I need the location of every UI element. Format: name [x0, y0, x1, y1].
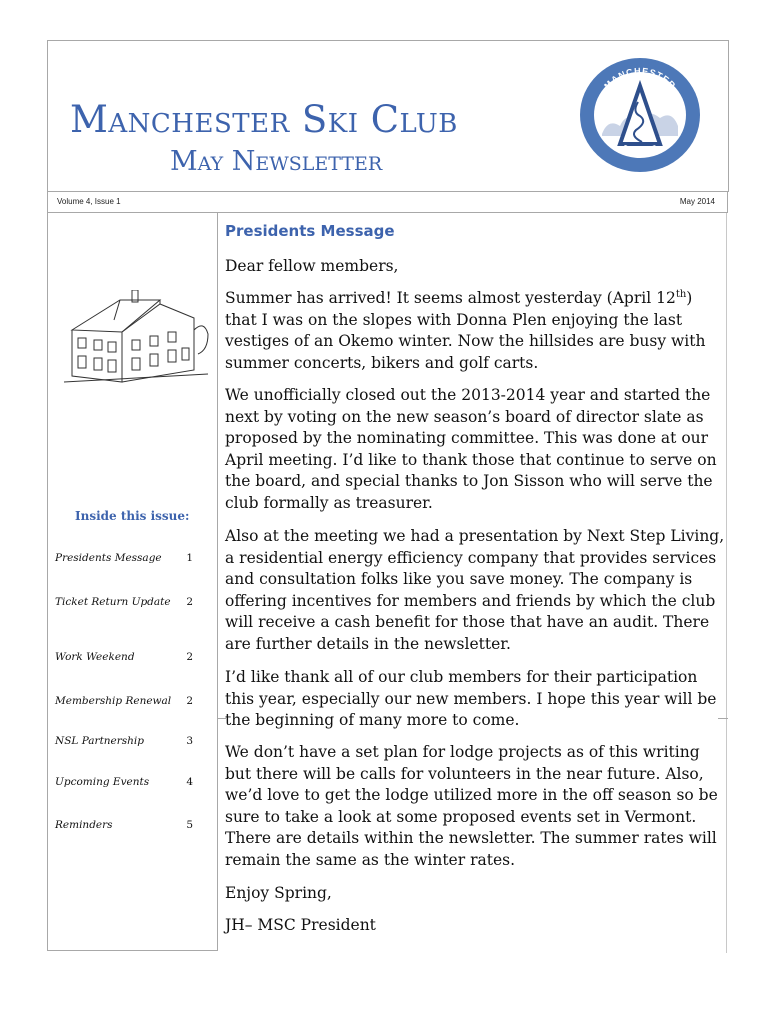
paragraph-4: I’d like thank all of our club members for their participation this year, especially our new members. I hope this year will be the beginning of many more to come.: [225, 668, 717, 729]
salutation: Dear fellow members,: [225, 257, 399, 275]
issue-strip: [47, 191, 728, 213]
paragraph-5: We don’t have a set plan for lodge projects as of this writing but there will be calls for volunteers in the near future. Also, we’d love to get the lodge utilized more in the off season so be sure to take a look at some proposed events set in Vermont. There are details within the newsletter. The summer rates will remain the same as the winter rates.: [225, 743, 718, 869]
paragraph-3: Also at the meeting we had a presentation by Next Step Living, a residential energy efficiency company that provides services and consultation folks like you save money. The company is offering incentives for members and friends by which the club will receive a cash benefit for those that have an audit. There are further details in the newsletter.: [225, 527, 725, 653]
closing: Enjoy Spring,: [225, 884, 332, 902]
toc-label: Upcoming Events: [55, 776, 150, 788]
article-heading: Presidents Message: [225, 222, 395, 240]
newsletter-subtitle: May Newsletter: [170, 146, 383, 177]
paragraph-2: We unofficially closed out the 2013-2014 year and started the next by voting on the new season’s board of director slate as proposed by the nominating committee. This was done at our April meeting. I’d like to thank those that continue to serve on the board, and special thanks to Jon Sisson who will serve the club formally as treasurer.: [225, 386, 717, 512]
toc-label: Membership Renewal: [55, 695, 172, 707]
paragraph-1-end: ) that I was on the slopes with Donna Plen enjoying the last vestiges of an Okemo winter. Now the hillsides are busy with summer concerts, bikers and golf carts.: [225, 289, 706, 372]
club-logo: [578, 56, 702, 174]
toc-page: 2: [186, 596, 193, 608]
main-right-rule: [726, 213, 727, 953]
logo-text-top: MANCHESTER: [602, 65, 678, 92]
toc-page: 3: [186, 735, 193, 747]
toc-label: Work Weekend: [55, 651, 135, 663]
volume-issue: Volume 4, Issue 1: [57, 197, 121, 206]
toc-page: 5: [186, 819, 193, 831]
toc-label: Presidents Message: [55, 552, 162, 564]
signature: JH– MSC President: [225, 916, 376, 934]
lodge-illustration: [62, 290, 210, 390]
inside-title: Inside this issue:: [75, 509, 190, 523]
newsletter-title: Manchester Ski Club: [70, 98, 458, 141]
issue-date: May 2014: [679, 197, 715, 206]
toc-label: Reminders: [55, 819, 113, 831]
paragraph-1: [225, 288, 725, 374]
toc-page: 4: [186, 776, 193, 788]
toc-page: 2: [186, 695, 193, 707]
ordinal-suffix: th: [675, 288, 687, 300]
toc-label: Ticket Return Update: [55, 596, 171, 608]
toc-page: 1: [186, 552, 193, 564]
logo-text-bottom: SKI CLUB: [621, 143, 659, 157]
paragraph-1-start: Summer has arrived! It seems almost yesterday (April 12: [225, 289, 676, 307]
toc-page: 2: [186, 651, 193, 663]
toc-label: NSL Partnership: [55, 735, 145, 747]
